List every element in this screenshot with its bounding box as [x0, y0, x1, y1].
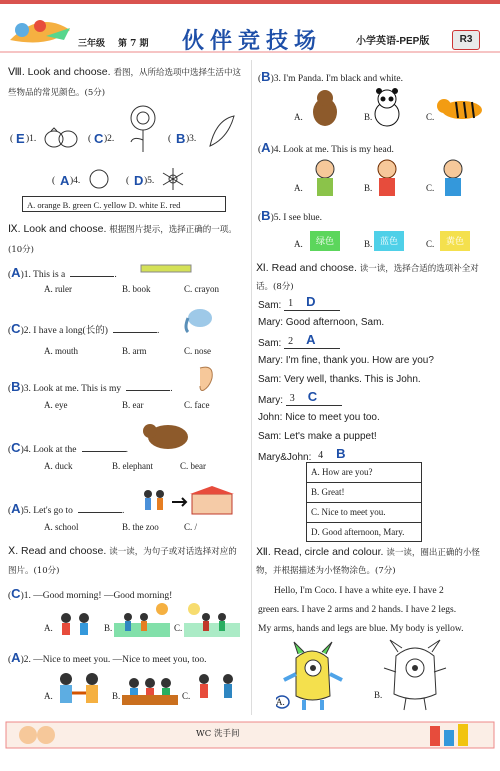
answer-blank [284, 332, 340, 349]
question-9-4: (C)4. Look at the . A. duck B. elephant C. bear [8, 437, 248, 477]
bear-icon [308, 88, 342, 128]
speaker: Sam: [258, 431, 282, 442]
paragraph-line: green ears. I have 2 arms and 2 hands. I have 2 legs. [258, 605, 457, 615]
question-10-5: (B)5. I see blue. A. B. C. 绿色 蓝色 黄色 [258, 205, 498, 261]
handshake-image [54, 671, 106, 707]
ear-icon [194, 364, 216, 394]
answer-8-3: B [176, 131, 186, 146]
answer-blank [284, 294, 340, 311]
question-9-5-end: . [122, 506, 125, 516]
answer-10-1: C [11, 586, 21, 601]
answer-11-3: C [307, 389, 318, 404]
answer-10-3: B [261, 69, 271, 84]
blank-number: 4 [318, 450, 324, 461]
greeting-kids-image [54, 611, 98, 637]
boy-touching-head-image [308, 157, 342, 197]
speaker: Sam: [258, 300, 282, 311]
answer-8-5: D [134, 173, 144, 188]
option-10-5-c: C. [426, 239, 435, 249]
section-8-instruction-cont: 些物品的常见颜色。(5分) [8, 88, 106, 98]
option-9-4-a: A. duck [44, 461, 73, 471]
panda-icon [370, 88, 404, 128]
blank-line [82, 443, 126, 452]
dialogue-line [258, 355, 496, 374]
page-title: 伙伴竞技场 [182, 29, 323, 54]
answer-9-5: A [11, 501, 21, 516]
section-9-instruction: 根据图片提示，选择正确的一项。 [109, 224, 237, 234]
dialogue-line [258, 431, 496, 450]
paragraph-line: Hello, I'm Coco. I have a white eye. I have 2 [274, 586, 444, 596]
dialogue-text: Good afternoon, Sam. [285, 317, 385, 328]
dialogue-text: Let's make a puppet! [284, 431, 377, 442]
question-9-3: (B)3. Look at me. This is my . A. eye B. ear C. face [8, 376, 248, 416]
speaker: Mary&John: [258, 452, 312, 463]
option-9-1-b: B. book [122, 284, 151, 294]
option-10-1-a: A. [44, 623, 53, 633]
item-8-2-num: )2. [104, 134, 115, 144]
item-8-4-num: )4. [70, 176, 81, 186]
question-9-4-end: . [125, 445, 128, 455]
ruler-icon [140, 264, 192, 274]
answer-9-2: C [11, 321, 21, 336]
grade-label: 三年级 [78, 39, 106, 49]
option-9-1-c: C. crayon [184, 284, 219, 294]
answer-8-1: E [16, 131, 25, 146]
speaker: Mary: [258, 317, 283, 328]
answer-11-2: A [306, 332, 316, 347]
answer-11-1: D [306, 294, 316, 309]
question-10-2-text: )2. —Nice to meet you. —Nice to meet you, too. [20, 655, 207, 665]
dialogue-line [258, 389, 496, 412]
question-9-5: (A)5. Let's go to . A. school B. the zoo C. / [8, 498, 248, 538]
question-10-4-text: )4. Look at me. This is my head. [270, 145, 394, 155]
dialogue-line [258, 294, 496, 317]
dialogue [258, 294, 496, 469]
dialogue-text: I'm fine, thank you. How are you? [285, 355, 434, 366]
answer-8-2: C [94, 131, 104, 146]
option-9-2-c: C. nose [184, 346, 211, 356]
answer-10-5: B [261, 208, 271, 223]
option-10-3-a: A. [294, 112, 303, 122]
question-9-1-end: . [114, 270, 117, 280]
section-12-title: Ⅻ. Read, circle and colour. [256, 546, 384, 558]
dialogue-line [258, 412, 496, 431]
option-9-4-c: C. bear [180, 461, 206, 471]
option-10-5-b: B. [364, 239, 373, 249]
going-to-school-icon [140, 486, 236, 516]
blank-line [70, 268, 114, 277]
section-8-title: Ⅷ. Look and choose. [8, 66, 111, 78]
dialogue-options-box [306, 462, 422, 542]
yellow-crayon-swatch: 黄色 [440, 231, 470, 251]
monster-b-image [380, 638, 450, 714]
boy-touching-face-image [436, 157, 470, 197]
question-9-3-text: )3. Look at me. This is my [20, 384, 122, 394]
section-11-heading [256, 262, 479, 274]
section-11-instruction-cont: 话。(8分) [256, 282, 294, 292]
section-9-instruction-cont: (10分) [8, 245, 34, 255]
green-crayon-swatch: 绿色 [310, 231, 340, 251]
monster-a-image [276, 640, 346, 714]
option-9-5-a: A. school [44, 522, 79, 532]
answer-11-4: B [336, 446, 346, 461]
tiger-icon [436, 94, 486, 124]
paragraph-line: My arms, hands and legs are blue. My body is yellow. [258, 624, 464, 634]
speaker: John: [258, 412, 283, 423]
color-options-box: A. orange B. green C. yellow D. white E. red [22, 196, 226, 212]
speaker: Sam: [258, 338, 282, 349]
option-10-2-b: B. [112, 691, 121, 701]
level-badge: R3 [452, 30, 480, 50]
footer-caption: WC 洗手间 [196, 729, 240, 739]
answer-10-4: A [261, 140, 271, 155]
option-10-1-b: B. [104, 623, 113, 633]
monster-a-label: A. [276, 697, 285, 707]
section-11-title: Ⅺ. Read and choose. [256, 262, 357, 274]
section-12-instruction-cont: 物，并根据描述为小怪物涂色。(7分) [256, 566, 396, 576]
item-8-3-num: )3. [186, 134, 197, 144]
monster-b-label: B. [374, 690, 383, 700]
answer-8-4: A [60, 173, 70, 188]
option-10-3-c: C. [426, 112, 435, 122]
option-10-2-a: A. [44, 691, 53, 701]
dialogue-text: Very well, thanks. This is John. [284, 374, 421, 385]
option-9-5-c: C. / [184, 522, 198, 532]
speaker: Sam: [258, 374, 282, 385]
question-10-2: (A)2. —Nice to meet you. —Nice to meet you, too. A. B. C. [8, 647, 248, 711]
elephant-icon [182, 304, 216, 334]
column-divider [251, 60, 252, 715]
question-9-5-text: )5. Let's go to [20, 506, 73, 516]
morning-scene-image [114, 601, 170, 637]
section-11-instruction: 读一读，选择合适的选项补全对 [359, 263, 479, 273]
bear-icon [142, 419, 192, 453]
option-10-2-c: C. [182, 691, 191, 701]
section-10-instruction-cont: 图片。(10分) [8, 566, 60, 576]
dialogue-option-b: B. Great! [307, 483, 421, 503]
leaf-icon [206, 114, 236, 150]
dialogue-line [258, 317, 496, 336]
section-8-row-1: ( E )1. ( C )2. ( B )3. [10, 130, 250, 150]
issue-label: 第 7 期 [118, 39, 149, 49]
question-9-4-text: )4. Look at the [20, 445, 77, 455]
question-9-2: (C)2. I have a long(长的) . A. mouth B. arm C. nose [8, 318, 248, 358]
section-8-instruction: 看图，从所给选项中选择生活中这 [113, 67, 241, 77]
orange-icon [88, 168, 110, 190]
option-9-3-c: C. face [184, 400, 210, 410]
blank-number: 1 [288, 298, 294, 309]
option-9-4-b: B. elephant [112, 461, 153, 471]
blank-line [113, 324, 157, 333]
question-10-5-text: )5. I see blue. [270, 213, 323, 223]
blank-number: 3 [289, 393, 295, 404]
dialogue-option-a: A. How are you? [307, 463, 421, 483]
sunflower-icon [124, 104, 162, 154]
blank-line [126, 382, 170, 391]
tomato-icon [44, 126, 78, 148]
blank-line [78, 504, 122, 513]
speaker: Mary: [258, 395, 283, 406]
section-12-instruction: 读一读，圈出正确的小怪 [386, 547, 480, 557]
question-9-2-text: )2. I have a long(长的) [20, 326, 108, 336]
section-8-heading [8, 66, 241, 78]
park-greeting-image [184, 601, 240, 637]
girl-pointing-image [370, 157, 404, 197]
question-10-1-text: )1. —Good morning! —Good morning! [20, 591, 173, 601]
answer-9-4: C [11, 440, 21, 455]
answer-10-2: A [11, 650, 21, 665]
dialogue-option-c: C. Nice to meet you. [307, 503, 421, 523]
section-9-heading [8, 223, 237, 235]
dialogue-option-d: D. Good afternoon, Mary. [311, 527, 405, 537]
subject-label: 小学英语-PEP版 [356, 36, 430, 47]
coco-paragraph [258, 582, 498, 639]
option-10-4-b: B. [364, 183, 373, 193]
option-10-1-c: C. [174, 623, 183, 633]
question-9-1-text: )1. This is a [20, 270, 66, 280]
option-9-1-a: A. ruler [44, 284, 72, 294]
question-10-1: (C)1. —Good morning! —Good morning! A. B. C. [8, 583, 248, 643]
question-9-2-end: . [156, 326, 160, 336]
section-9-title: Ⅸ. Look and choose. [8, 223, 107, 235]
section-10-heading [8, 545, 237, 557]
dialogue-line [258, 374, 496, 393]
option-10-4-a: A. [294, 183, 303, 193]
item-8-1-num: )1. [26, 134, 37, 144]
section-10-instruction: 读一读，为句子或对话选择对应的 [109, 546, 237, 556]
option-9-3-b: B. ear [122, 400, 144, 410]
section-12-heading [256, 546, 480, 558]
option-10-3-b: B. [364, 112, 373, 122]
dialogue-text: Nice to meet you too. [285, 412, 380, 423]
section-10-title: Ⅹ. Read and choose. [8, 545, 107, 557]
option-10-5-a: A. [294, 239, 303, 249]
question-10-3: (B)3. I'm Panda. I'm black and white. A. B. C. [258, 66, 498, 126]
question-10-3-text: )3. I'm Panda. I'm black and white. [270, 74, 403, 84]
option-10-4-c: C. [426, 183, 435, 193]
blank-number: 2 [288, 336, 294, 347]
classroom-image [122, 671, 178, 707]
answer-blank [286, 389, 342, 406]
item-8-5-num: )5. [144, 176, 155, 186]
blue-crayon-swatch: 蓝色 [374, 231, 404, 251]
section-8-row-2: ( A )4. ( D )5. [52, 172, 242, 192]
snowflake-icon [160, 166, 186, 192]
question-9-1: (A)1. This is a . A. ruler B. book C. crayon [8, 265, 219, 294]
question-10-4: (A)4. Look at me. This is my head. A. B. C. [258, 137, 498, 197]
speaker: Mary: [258, 355, 283, 366]
option-9-3-a: A. eye [44, 400, 68, 410]
option-9-5-b: B. the zoo [122, 522, 159, 532]
dialogue-line [258, 332, 496, 355]
question-9-3-end: . [170, 384, 173, 394]
option-9-2-b: B. arm [122, 346, 147, 356]
answer-9-3: B [11, 379, 21, 394]
footer-banner [0, 718, 500, 771]
option-9-2-a: A. mouth [44, 346, 79, 356]
playing-kids-image [192, 671, 242, 707]
answer-9-1: A [11, 265, 21, 280]
